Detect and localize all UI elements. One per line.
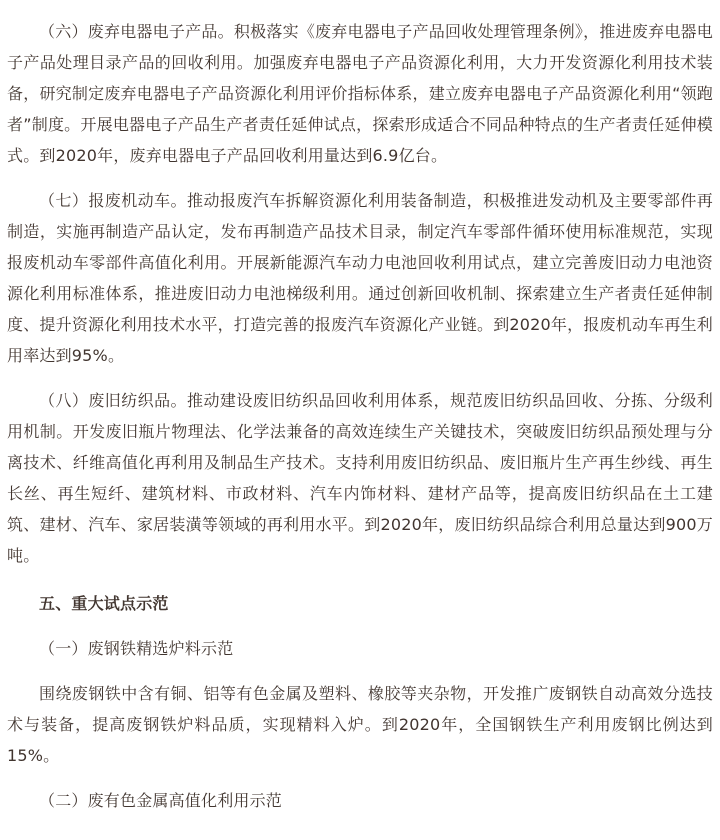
paragraph-waste-electronics: （六）废弃电器电子产品。积极落实《废弃电器电子产品回收处理管理条例》，推进废弃电器电子产品处理目录产品的回收利用。加强废弃电器电子产品资源化利用，大力开发资源化利用技术装备，研究制定废弃电器电子产品资源化利用评价指标体系，建立废弃电器电子产品资源化利用“领跑者”制度。开展电器电子产品生产者责任延伸试点，探索形成适合不同品种特点的生产者责任延伸模式。到2020年，废弃电器电子产品回收利用量达到6.9亿台。: [7, 22, 713, 165]
section-heading-major-pilot-demonstrations: 五、重大试点示范: [39, 594, 169, 613]
paragraph-scrap-motor-vehicles: （七）报废机动车。推动报废汽车拆解资源化利用装备制造，积极推进发动机及主要零部件再制造，实施再制造产品认定，发布再制造产品技术目录，制定汽车零部件循环使用标准规范，实现报废机动车零部件高值化利用。开展新能源汽车动力电池回收利用试点，建立完善废旧动力电池资源化利用标准体系，推进废旧动力电池梯级利用。通过创新回收机制、探索建立生产者责任延伸制度、提升资源化利用技术水平，打造完善的报废汽车资源化产业链。到2020年，报废机动车再生利用率达到95%。: [7, 191, 713, 365]
subheading-scrap-steel-furnace-charge-demo: （一）废钢铁精选炉料示范: [39, 639, 234, 658]
paragraph-waste-textiles: （八）废旧纺织品。推动建设废旧纺织品回收利用体系，规范废旧纺织品回收、分拣、分级利用机制。开发废旧瓶片物理法、化学法兼备的高效连续生产关键技术，突破废旧纺织品预处理与分离技术、纤维高值化再利用及制品生产技术。支持利用废旧纺织品、废旧瓶片生产再生纱线、再生长丝、再生短纤、建筑材料、市政材料、汽车内饰材料、建材产品等，提高废旧纺织品在土工建筑、建材、汽车、家居装潢等领域的再利用水平。到2020年，废旧纺织品综合利用总量达到900万吨。: [7, 391, 713, 565]
subheading-nonferrous-metal-high-value-demo: （二）废有色金属高值化利用示范: [39, 791, 283, 810]
paragraph-scrap-steel-furnace-charge-demo: 围绕废钢铁中含有铜、铝等有色金属及塑料、橡胶等夹杂物，开发推广废钢铁自动高效分选技术与装备，提高废钢铁炉料品质，实现精料入炉。到2020年，全国钢铁生产利用废钢比例达到15%。: [7, 684, 713, 765]
